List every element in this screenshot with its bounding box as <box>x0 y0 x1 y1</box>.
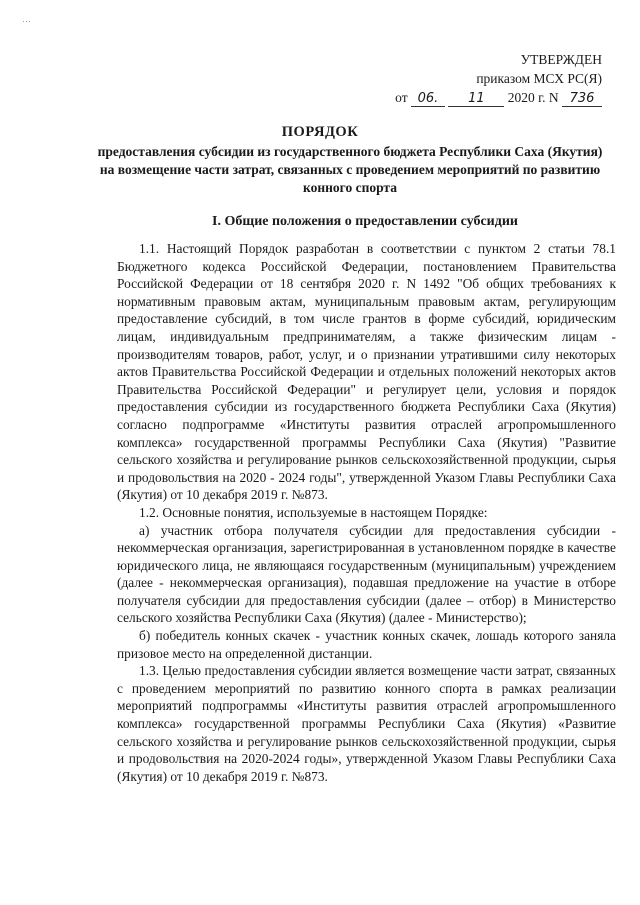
paragraph-1-1: 1.1. Настоящий Порядок разработан в соответствии с пунктом 2 статьи 78.1 Бюджетного кодекса Российской Федерации, постановлением Правительства Российской Федерации от 18 сентября 2020 г. N 1492 "Об общих требованиях к нормативным правовым актам, муниципальным правовым актам, регулирующим предоставление субсидий, в том числе грантов в форме субсидий, юридическим лицам, индивидуальным предпринимателям, а также физическим лицам - производителям товаров, работ, услуг, и о признании утратившими силу некоторых актов Правительства Российской Федерации и отдельных положений некоторых актов Правительства Российской Федерации" и регулирует цели, условия и порядок предоставления субсидии из государственного бюджета Республики Саха (Якутия) согласно подпрограмме «Институты развития отраслей агропромышленного комплекса» государственной программы Республики Саха (Якутия) "Развитие сельского хозяйства и регулирование рынков сельскохозяйственной продукции, сырья и продовольствия на 2020 - 2024 годы", утвержденной Указом Главы Республики Саха (Якутия) от 10 декабря 2019 г. №873. <box>117 241 616 503</box>
handwritten-day: 06. <box>411 92 445 107</box>
approval-heading: УТВЕРЖДЕН <box>520 52 602 67</box>
date-prefix: от <box>395 90 408 105</box>
document-body <box>117 240 616 785</box>
section-heading: I. Общие положения о предоставлении субсидии <box>212 214 518 229</box>
paragraph-1-3: 1.3. Целью предоставления субсидии является возмещение части затрат, связанных с проведением мероприятий по развитию конного спорта в рамках реализации мероприятий подпрограммы «Институты развития отраслей агропромышленного комплекса» государственной программы Республики Саха (Якутия) «Развитие сельского хозяйства и регулирование рынков сельскохозяйственной продукции, сырья и продовольствия на 2020-2024 годы», утвержденной Указом Главы Республики Саха (Якутия) от 10 декабря 2019 г. №873. <box>117 663 616 784</box>
handwritten-number: 736 <box>562 92 602 107</box>
approval-date-line <box>342 88 602 107</box>
date-year: 2020 г. N <box>507 90 559 105</box>
handwritten-month: 11 <box>448 92 504 107</box>
document-subtitle: предоставления субсидии из государственного бюджета Республики Саха (Якутия) на возмещение части затрат, связанных с проведением мероприятий по развитию конного спорта <box>97 144 603 195</box>
corner-mark: … <box>22 14 31 24</box>
approval-block <box>342 50 602 107</box>
paragraph-1-2-a: а) участник отбора получателя субсидии для предоставления субсидии - некоммерческая организация, зарегистрированная в установленном порядке в качестве юридического лица, не являющаяся государственным (муниципальным) учреждением (далее - некоммерческая организация), подавшая предложение на участие в отборе получателя субсидии для предоставления субсидии (далее – отбор) в Министерство сельского хозяйства Республики Саха (Якутия) (далее - Министерство); <box>117 522 616 626</box>
paragraph-1-2-b: б) победитель конных скачек - участник конных скачек, лошадь которого заняла призовое место на определенной дистанции. <box>117 628 616 661</box>
document-title: ПОРЯДОК <box>281 124 359 140</box>
approval-order: приказом МСХ РС(Я) <box>476 71 602 86</box>
paragraph-1-2: 1.2. Основные понятия, используемые в настоящем Порядке: <box>139 504 488 520</box>
